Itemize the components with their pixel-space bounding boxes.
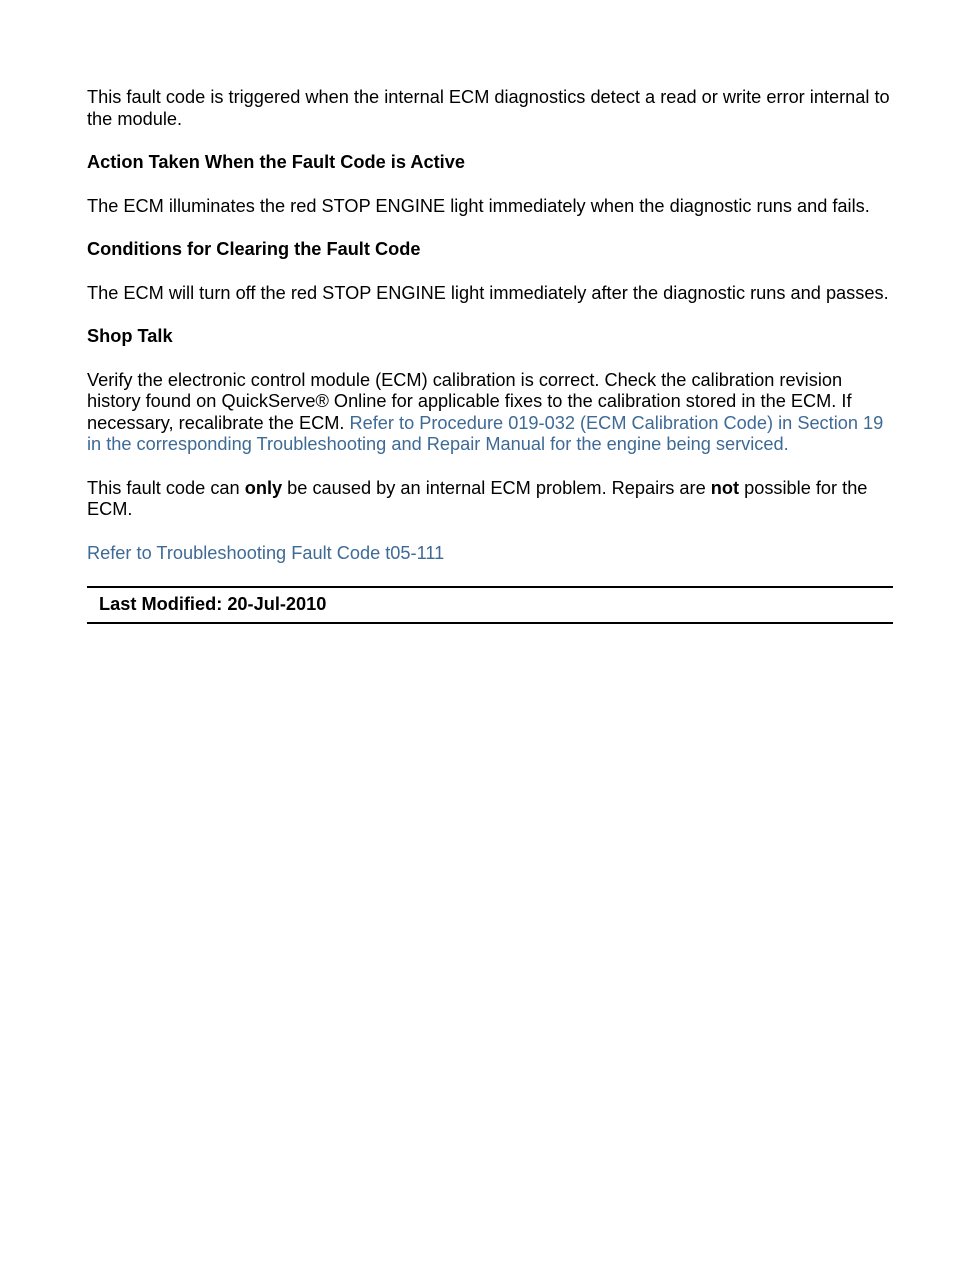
action-taken-heading: Action Taken When the Fault Code is Active (87, 152, 465, 172)
shop-talk-heading: Shop Talk (87, 326, 173, 346)
shop-talk-paragraph (87, 370, 893, 456)
cause-emphasis-only: only (244, 477, 283, 498)
cause-text-2: be caused by an internal ECM problem. Repairs are (282, 477, 711, 498)
action-taken-paragraph: The ECM illuminates the red STOP ENGINE light immediately when the diagnostic runs and fails. (87, 195, 870, 216)
fault-code-t05-111-link[interactable]: Refer to Troubleshooting Fault Code t05-111 (87, 542, 445, 563)
clearing-conditions-paragraph: The ECM will turn off the red STOP ENGINE light immediately after the diagnostic runs and passes. (87, 282, 889, 303)
cause-emphasis-not: not (710, 477, 740, 498)
cause-text-3: possible for the ECM. (87, 477, 868, 519)
cause-paragraph (87, 478, 893, 521)
document-page (87, 87, 893, 624)
last-modified-footer: Last Modified: 20-Jul-2010 (87, 586, 893, 624)
shop-talk-text: Verify the electronic control module (ECM) calibration is correct. Check the calibration revision history found on QuickServe® Online for applicable fixes to the calibration stored in the ECM. If necessary, recalibrate the ECM. (87, 369, 852, 433)
clearing-conditions-heading: Conditions for Clearing the Fault Code (87, 239, 421, 259)
intro-paragraph: This fault code is triggered when the internal ECM diagnostics detect a read or write error internal to the module. (87, 87, 890, 129)
reference-paragraph (87, 543, 893, 565)
procedure-019-032-link[interactable]: Refer to Procedure 019-032 (ECM Calibration Code) in Section 19 in the corresponding Troubleshooting and Repair Manual for the engine being serviced. (87, 412, 884, 454)
cause-text-1: This fault code can (87, 477, 245, 498)
